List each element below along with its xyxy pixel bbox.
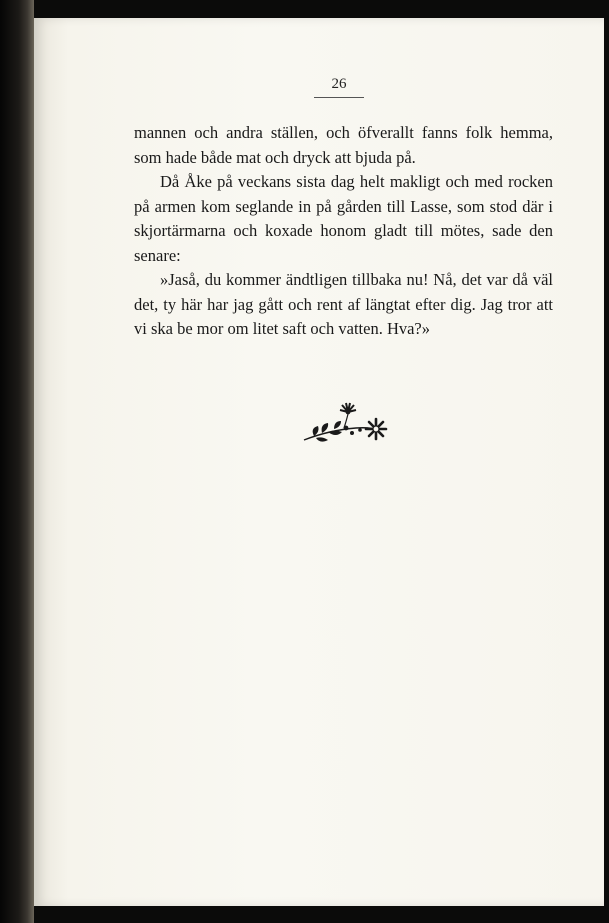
page-number: 26 — [331, 76, 347, 92]
paragraph-2: Då Åke på veckans sista dag helt makligt och med rocken på armen kom seglande in på gården till Lasse, som stod där i skjortärmarna och koxade honom gladt till mötes, sade den senare: — [134, 172, 553, 265]
book-spine-shadow — [0, 0, 34, 923]
floral-vignette-icon — [300, 400, 390, 446]
book-page — [34, 18, 604, 906]
body-text — [134, 121, 553, 342]
page-number-rule — [314, 97, 364, 98]
paragraph-3: »Jaså, du kommer ändtligen tillbaka nu! Nå, det var då väl det, ty här har jag gått och rent af längtat efter dig. Jag tror att vi ska be mor om litet saft och vatten. Hva?» — [134, 270, 553, 338]
paragraph-1: mannen och andra ställen, och öfverallt fanns folk hemma, som hade både mat och dryck att bjuda på. — [134, 123, 553, 167]
